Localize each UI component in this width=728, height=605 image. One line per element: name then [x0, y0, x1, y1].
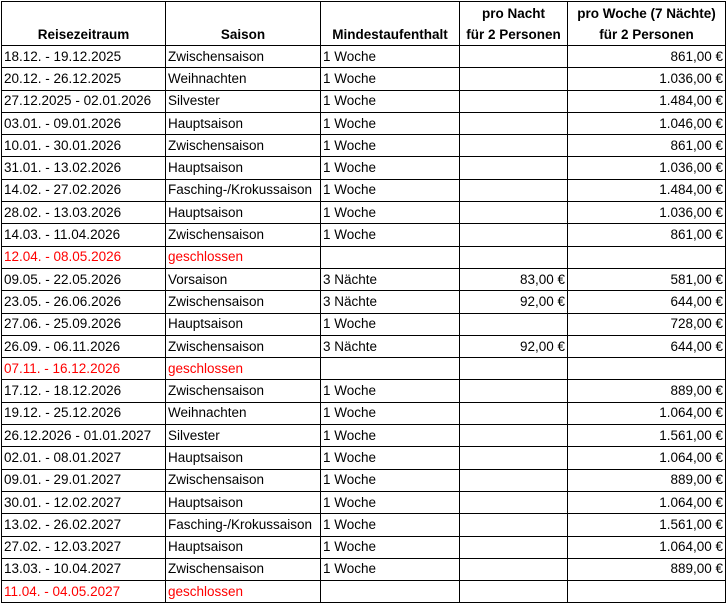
cell-min-stay: 1 Woche — [321, 135, 460, 157]
table-row — [2, 514, 726, 536]
cell-per-night — [460, 246, 568, 268]
table-row — [2, 491, 726, 513]
cell-period: 27.02. - 12.03.2027 — [2, 536, 166, 558]
header-per-night-line2: für 2 Personen — [466, 27, 561, 42]
cell-period: 31.01. - 13.02.2026 — [2, 157, 166, 179]
header-period — [2, 2, 166, 46]
price-table — [1, 1, 726, 603]
cell-per-night — [460, 46, 568, 68]
cell-per-week: 1.036,00 € — [568, 202, 726, 224]
cell-period: 30.01. - 12.02.2027 — [2, 491, 166, 513]
table-row — [2, 425, 726, 447]
cell-min-stay: 1 Woche — [321, 46, 460, 68]
header-per-night — [460, 2, 568, 46]
cell-per-night — [460, 402, 568, 424]
table-row — [2, 402, 726, 424]
table-row — [2, 335, 726, 357]
cell-min-stay: 1 Woche — [321, 90, 460, 112]
cell-period: 19.12. - 25.12.2026 — [2, 402, 166, 424]
cell-season: Hauptsaison — [166, 536, 321, 558]
cell-per-week — [568, 246, 726, 268]
cell-per-night: 83,00 € — [460, 268, 568, 290]
cell-per-night — [460, 202, 568, 224]
table-row — [2, 268, 726, 290]
cell-min-stay: 3 Nächte — [321, 335, 460, 357]
header-min-stay — [321, 2, 460, 46]
cell-min-stay: 1 Woche — [321, 202, 460, 224]
cell-period: 18.12. - 19.12.2025 — [2, 46, 166, 68]
cell-season: geschlossen — [166, 358, 321, 380]
cell-per-week: 1.561,00 € — [568, 514, 726, 536]
cell-period: 10.01. - 30.01.2026 — [2, 135, 166, 157]
cell-season: Zwischensaison — [166, 335, 321, 357]
cell-min-stay: 1 Woche — [321, 447, 460, 469]
table-row — [2, 536, 726, 558]
table-row — [2, 558, 726, 580]
cell-min-stay — [321, 581, 460, 603]
cell-period: 23.05. - 26.06.2026 — [2, 291, 166, 313]
cell-season: Zwischensaison — [166, 469, 321, 491]
cell-min-stay: 1 Woche — [321, 491, 460, 513]
table-row — [2, 90, 726, 112]
cell-min-stay — [321, 246, 460, 268]
table-row — [2, 291, 726, 313]
cell-per-week: 1.036,00 € — [568, 68, 726, 90]
table-row — [2, 112, 726, 134]
cell-season: Zwischensaison — [166, 291, 321, 313]
cell-min-stay: 1 Woche — [321, 558, 460, 580]
cell-period: 14.03. - 11.04.2026 — [2, 224, 166, 246]
header-season — [166, 2, 321, 46]
cell-per-night — [460, 313, 568, 335]
table-row — [2, 313, 726, 335]
cell-per-night — [460, 581, 568, 603]
cell-period: 13.03. - 10.04.2027 — [2, 558, 166, 580]
table-row — [2, 157, 726, 179]
table-row — [2, 224, 726, 246]
cell-season: Zwischensaison — [166, 135, 321, 157]
cell-per-week: 1.064,00 € — [568, 491, 726, 513]
header-per-night-line1: pro Nacht — [481, 6, 545, 21]
cell-period: 26.09. - 06.11.2026 — [2, 335, 166, 357]
cell-per-night — [460, 179, 568, 201]
cell-season: Silvester — [166, 425, 321, 447]
cell-per-night: 92,00 € — [460, 291, 568, 313]
cell-season: Hauptsaison — [166, 447, 321, 469]
header-period-label: Reisezeitraum — [37, 27, 130, 42]
cell-per-week: 889,00 € — [568, 558, 726, 580]
cell-season: Silvester — [166, 90, 321, 112]
cell-per-week: 889,00 € — [568, 380, 726, 402]
cell-min-stay: 1 Woche — [321, 380, 460, 402]
cell-period: 27.06. - 25.09.2026 — [2, 313, 166, 335]
cell-period: 28.02. - 13.03.2026 — [2, 202, 166, 224]
table-row — [2, 380, 726, 402]
table-row-closed — [2, 246, 726, 268]
cell-per-week: 861,00 € — [568, 135, 726, 157]
cell-period: 09.01. - 29.01.2027 — [2, 469, 166, 491]
cell-per-week: 1.561,00 € — [568, 425, 726, 447]
cell-season: Fasching-/Krokussaison — [166, 179, 321, 201]
cell-season: Zwischensaison — [166, 224, 321, 246]
cell-per-week: 1.036,00 € — [568, 157, 726, 179]
cell-min-stay: 1 Woche — [321, 469, 460, 491]
table-body — [2, 46, 726, 603]
cell-season: Fasching-/Krokussaison — [166, 514, 321, 536]
table-row — [2, 469, 726, 491]
cell-min-stay: 1 Woche — [321, 402, 460, 424]
cell-per-week — [568, 581, 726, 603]
table-row — [2, 179, 726, 201]
cell-per-week: 1.484,00 € — [568, 179, 726, 201]
header-per-week-line2: für 2 Personen — [599, 27, 694, 42]
table-row — [2, 46, 726, 68]
table-header — [2, 2, 726, 46]
cell-season: geschlossen — [166, 581, 321, 603]
table-row — [2, 202, 726, 224]
table-row — [2, 68, 726, 90]
cell-season: geschlossen — [166, 246, 321, 268]
cell-min-stay: 1 Woche — [321, 536, 460, 558]
cell-min-stay: 1 Woche — [321, 224, 460, 246]
cell-per-night — [460, 157, 568, 179]
cell-per-night — [460, 112, 568, 134]
cell-min-stay: 1 Woche — [321, 425, 460, 447]
cell-period: 27.12.2025 - 02.01.2026 — [2, 90, 166, 112]
cell-min-stay: 1 Woche — [321, 157, 460, 179]
cell-per-night — [460, 358, 568, 380]
header-season-label: Saison — [220, 27, 266, 42]
cell-per-night — [460, 558, 568, 580]
cell-period: 03.01. - 09.01.2026 — [2, 112, 166, 134]
cell-season: Zwischensaison — [166, 558, 321, 580]
cell-per-week: 644,00 € — [568, 291, 726, 313]
cell-min-stay: 1 Woche — [321, 68, 460, 90]
table-row-closed — [2, 358, 726, 380]
table-row — [2, 447, 726, 469]
cell-per-week: 644,00 € — [568, 335, 726, 357]
cell-season: Weihnachten — [166, 402, 321, 424]
cell-period: 12.04. - 08.05.2026 — [2, 246, 166, 268]
cell-min-stay: 1 Woche — [321, 112, 460, 134]
cell-period: 09.05. - 22.05.2026 — [2, 268, 166, 290]
cell-per-week: 1.484,00 € — [568, 90, 726, 112]
cell-per-night — [460, 536, 568, 558]
table-row-closed — [2, 581, 726, 603]
cell-per-week: 861,00 € — [568, 224, 726, 246]
cell-per-week: 728,00 € — [568, 313, 726, 335]
cell-period: 17.12. - 18.12.2026 — [2, 380, 166, 402]
cell-per-night — [460, 425, 568, 447]
cell-per-night — [460, 224, 568, 246]
cell-period: 02.01. - 08.01.2027 — [2, 447, 166, 469]
cell-season: Zwischensaison — [166, 46, 321, 68]
cell-season: Hauptsaison — [166, 202, 321, 224]
cell-per-week: 889,00 € — [568, 469, 726, 491]
cell-season: Hauptsaison — [166, 313, 321, 335]
cell-per-night — [460, 447, 568, 469]
cell-per-night — [460, 514, 568, 536]
cell-per-night — [460, 469, 568, 491]
cell-period: 13.02. - 26.02.2027 — [2, 514, 166, 536]
cell-per-week: 1.064,00 € — [568, 447, 726, 469]
cell-period: 26.12.2026 - 01.01.2027 — [2, 425, 166, 447]
header-per-week — [568, 2, 726, 46]
cell-per-week: 1.046,00 € — [568, 112, 726, 134]
cell-per-week: 581,00 € — [568, 268, 726, 290]
cell-season: Hauptsaison — [166, 157, 321, 179]
header-row — [2, 2, 726, 46]
cell-min-stay: 3 Nächte — [321, 291, 460, 313]
cell-season: Vorsaison — [166, 268, 321, 290]
cell-season: Hauptsaison — [166, 491, 321, 513]
cell-per-week: 1.064,00 € — [568, 536, 726, 558]
cell-per-night — [460, 68, 568, 90]
cell-per-night — [460, 90, 568, 112]
cell-per-week — [568, 358, 726, 380]
cell-per-night — [460, 491, 568, 513]
cell-period: 20.12. - 26.12.2025 — [2, 68, 166, 90]
cell-period: 07.11. - 16.12.2026 — [2, 358, 166, 380]
cell-season: Hauptsaison — [166, 112, 321, 134]
header-per-week-line1: pro Woche (7 Nächte) — [577, 6, 716, 21]
cell-per-week: 1.064,00 € — [568, 402, 726, 424]
cell-min-stay — [321, 358, 460, 380]
header-min-stay-label: Mindestaufenthalt — [332, 27, 448, 42]
cell-min-stay: 1 Woche — [321, 179, 460, 201]
cell-min-stay: 1 Woche — [321, 313, 460, 335]
cell-per-night — [460, 380, 568, 402]
cell-per-night — [460, 135, 568, 157]
cell-min-stay: 1 Woche — [321, 514, 460, 536]
cell-season: Zwischensaison — [166, 380, 321, 402]
cell-per-night: 92,00 € — [460, 335, 568, 357]
cell-period: 14.02. - 27.02.2026 — [2, 179, 166, 201]
cell-period: 11.04. - 04.05.2027 — [2, 581, 166, 603]
cell-min-stay: 3 Nächte — [321, 268, 460, 290]
cell-season: Weihnachten — [166, 68, 321, 90]
cell-per-week: 861,00 € — [568, 46, 726, 68]
table-row — [2, 135, 726, 157]
